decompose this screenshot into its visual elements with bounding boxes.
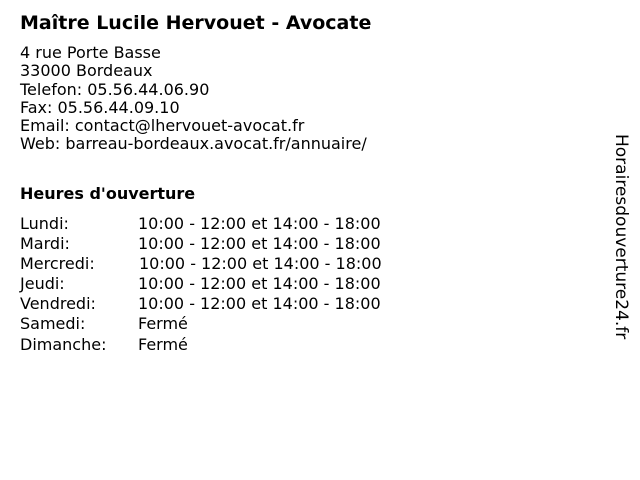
address-street: 4 rue Porte Basse <box>20 43 161 62</box>
address-block <box>20 44 367 154</box>
email-text: Email: contact@lhervouet-avocat.fr <box>20 116 305 136</box>
hours-day-label: Jeudi: <box>20 274 65 294</box>
hours-day-label: Dimanche: <box>20 334 107 354</box>
web-text: Web: barreau-bordeaux.avocat.fr/annuaire/ <box>20 134 367 154</box>
phone-text: Telefon: 05.56.44.06.90 <box>20 79 210 99</box>
hours-time-value: 10:00 - 12:00 et 14:00 - 18:00 <box>138 234 381 254</box>
site-watermark <box>609 134 633 370</box>
address-city: 33000 Bordeaux <box>20 61 153 81</box>
hours-time-value: 10:00 - 12:00 et 14:00 - 18:00 <box>138 214 381 233</box>
site-watermark-text: Horairesdouverture24.fr <box>611 134 631 340</box>
hours-day-label: Mardi: <box>20 234 70 254</box>
hours-time-value: Fermé <box>138 314 188 334</box>
hours-time-value: 10:00 - 12:00 et 14:00 - 18:00 <box>138 294 381 314</box>
fax-text: Fax: 05.56.44.09.10 <box>20 97 180 117</box>
hours-time-value: Fermé <box>138 334 188 354</box>
page-title: Maître Lucile Hervouet - Avocate <box>20 12 372 34</box>
hours-day-label: Vendredi: <box>20 294 96 314</box>
hours-time-value: 10:00 - 12:00 et 14:00 - 18:00 <box>139 254 382 274</box>
hours-day-label: Lundi: <box>20 214 69 233</box>
hours-day-label: Mercredi: <box>20 254 95 274</box>
hours-heading: Heures d'ouverture <box>20 184 196 203</box>
hours-time-value: 10:00 - 12:00 et 14:00 - 18:00 <box>138 274 381 294</box>
hours-day-label: Samedi: <box>20 314 86 334</box>
